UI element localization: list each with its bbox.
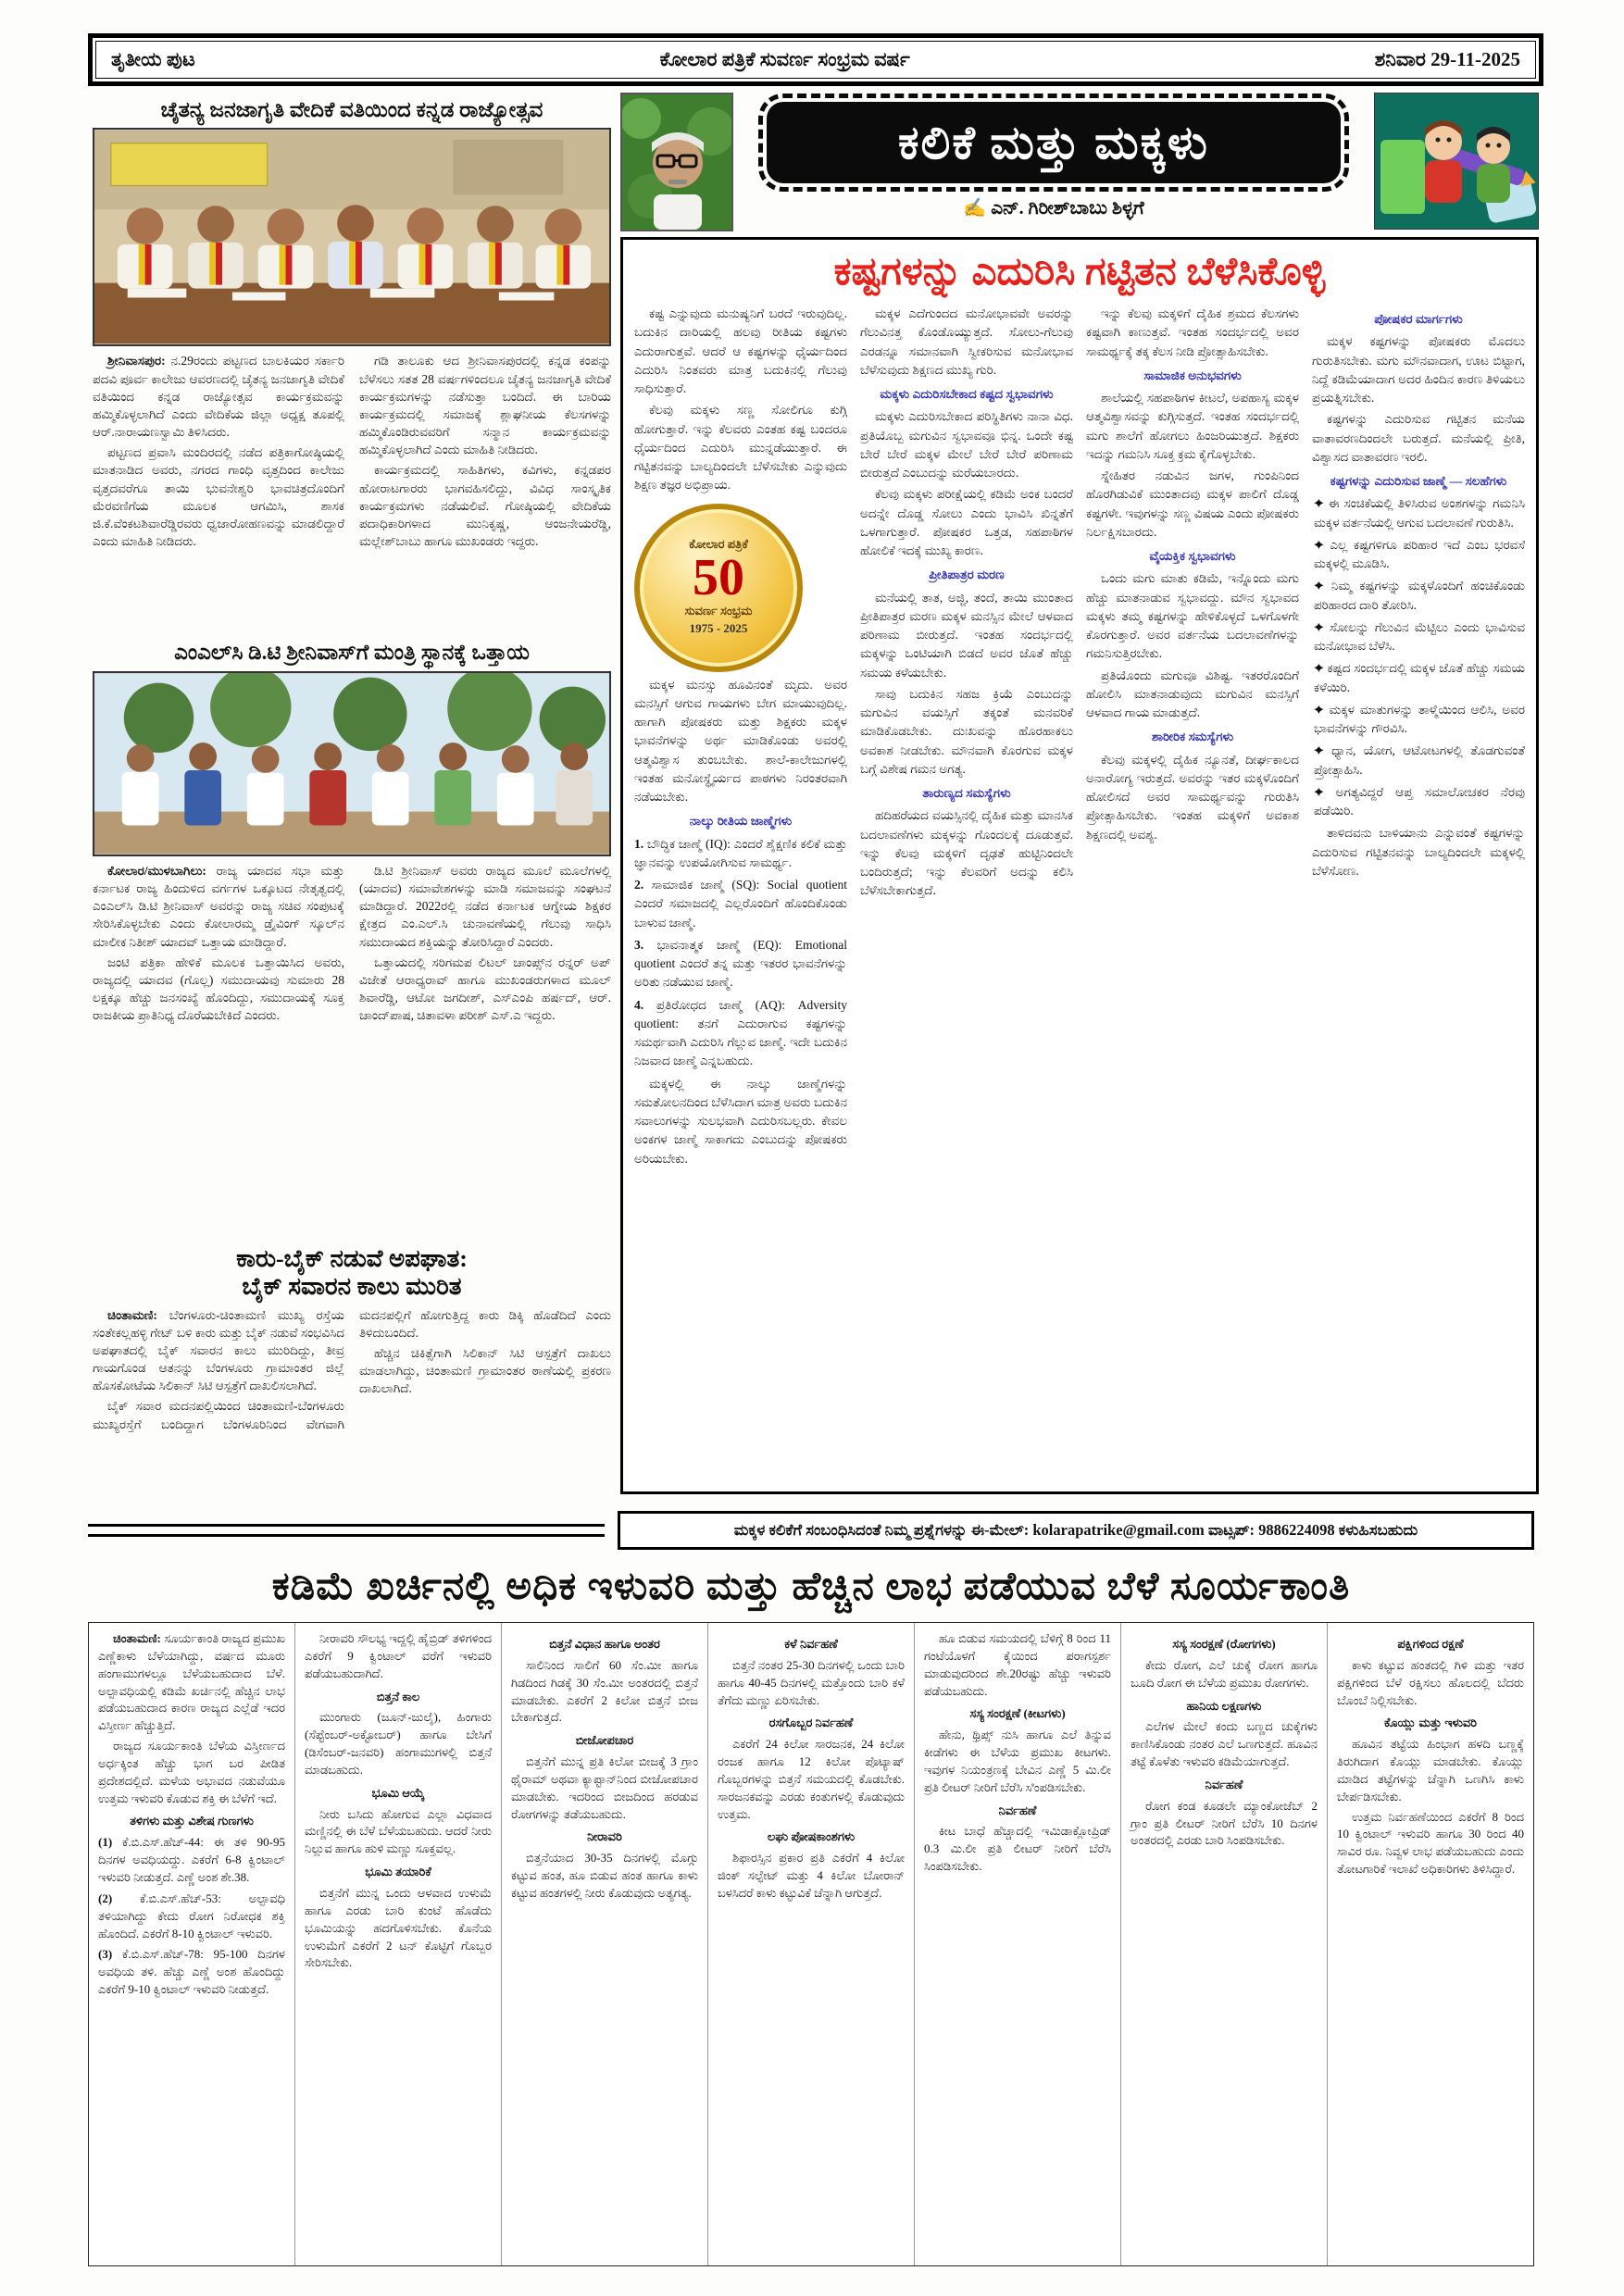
banner-column (741, 93, 1367, 230)
paragraph-lead: ಚಿಂತಾಮಣಿ: (113, 1631, 165, 1645)
article-paragraph: ಶಾಲೆಯಲ್ಲಿ ಸಹಪಾಠಿಗಳ ಕೀಟಲೆ, ಅಪಹಾಸ್ಯ ಮಕ್ಕಳ ಆತ್ಮವಿಶ್ವಾಸವನ್ನು ಕುಗ್ಗಿಸುತ್ತದೆ. ಇಂತಹ ಸಂದರ್ಭದಲ್ಲಿ ಮಗು ಶಾಲೆಗೆ ಹೋಗಲು ಹಿಂಜರಿಯುತ್ತದೆ. ಶಿಕ್ಷಕರು ಇದನ್ನು ಗಮನಿಸಿ ಸೂಕ್ತ ಕ್ರಮ ಕೈಗೊಳ್ಳಬೇಕು. (1086, 391, 1299, 461)
jubilee-mid-text: ಸುವರ್ಣ ಸಂಭ್ರಮ (684, 604, 753, 618)
sunflower-col-2 (294, 1623, 501, 2265)
paragraph-lead: (1) (98, 1835, 122, 1850)
article-paragraph: ಚಿಂತಾಮಣಿ: ಬೆಂಗಳೂರು-ಚಿಂತಾಮಣಿ ಮುಖ್ಯ ರಸ್ತೆಯ ಸಂತೇಕಲ್ಲಹಳ್ಳಿ ಗೇಟ್ ಬಳಿ ಕಾರು ಮತ್ತು ಬೈಕ್ ನಡುವೆ ಸಂಭವಿಸಿದ ಅಪಘಾತದಲ್ಲಿ ಬೈಕ್ ಸವಾರನ ಕಾಲು ಮುರಿದಿದ್ದು, ತೀವ್ರ ಗಾಯಗೊಂಡ ಆತನನ್ನು ಬೆಂಗಳೂರು ಗ್ರಾಮಾಂತರ ಜಿಲ್ಲೆ ಹೊಸಕೋಟೆಯ ಸಿಲಿಕಾನ್ ಸಿಟಿ ಆಸ್ಪತ್ರೆಗೆ ದಾಖಲಿಸಲಾಗಿದೆ. (93, 1307, 344, 1393)
author-photo (620, 93, 733, 231)
main-col-1 (634, 305, 847, 1460)
article-subheading: ಮಕ್ಕಳು ಎದುರಿಸಬೇಕಾದ ಕಷ್ಟದ ಸ್ವಭಾವಗಳು (880, 387, 1054, 402)
article-paragraph: ಹೆಚ್ಚಿನ ಚಿಕಿತ್ಸೆಗಾಗಿ ಸಿಲಿಕಾನ್ ಸಿಟಿ ಆಸ್ಪತ್ರೆಗೆ ದಾಖಲು ಮಾಡಲಾಗಿದ್ದು, ಚಿಂತಾಮಣಿ ಗ್ರಾಮಾಂತರ ಠಾಣೆಯಲ್ಲಿ ಪ್ರಕರಣ ದಾಖಲಾಗಿದೆ. (359, 1345, 611, 1396)
article-paragraph: ಮಕ್ಕಳ ಎದೆಗುಂದದ ಮನೋಭಾವವೇ ಅವರನ್ನು ಗೆಲುವಿನತ್ತ ಕೊಂಡೊಯ್ಯುತ್ತದೆ. ಸೋಲು-ಗೆಲುವು ಎರಡನ್ನೂ ಸಮಾನವಾಗಿ ಸ್ವೀಕರಿಸುವ ಮನೋಭಾವ ಬೆಳೆಸುವುದು ಶಿಕ್ಷಣದ ಮುಖ್ಯ ಗುರಿ. (860, 306, 1073, 377)
double-rule (88, 1524, 605, 1537)
rajyotsava-photo (93, 128, 611, 346)
paragraph-lead: 4. (634, 997, 656, 1012)
article-paragraph: ✦ ಈ ಸಂಚಿಕೆಯಲ್ಲಿ ತಿಳಿಸಿರುವ ಅಂಶಗಳನ್ನು ಗಮನಿಸಿ ಮಕ್ಕಳ ವರ್ತನೆಯಲ್ಲಿ ಆಗುವ ಬದಲಾವಣೆ ಗುರುತಿಸಿ. (1314, 496, 1525, 530)
article-paragraph: ಶ್ರೀನಿವಾಸಪುರ: ನ.29ರಂದು ಪಟ್ಟಣದ ಬಾಲಕಿಯರ ಸರ್ಕಾರಿ ಪದವಿ ಪೂರ್ವ ಕಾಲೇಜು ಆವರಣದಲ್ಲಿ ಚೈತನ್ಯ ಜನಜಾಗೃತಿ ವೇದಿಕೆ ವತಿಯಿಂದ ಕನ್ನಡ ರಾಜ್ಯೋತ್ಸವ ಕಾರ್ಯಕ್ರಮವನ್ನು ಹಮ್ಮಿಕೊಳ್ಳಲಾಗಿದೆ ಎಂದು ವೇದಿಕೆಯ ಜಿಲ್ಲಾ ಅಧ್ಯಕ್ಷ ತೂಪಲ್ಲಿ ಆರ್.ನಾರಾಯಣಸ್ವಾಮಿ ತಿಳಿಸಿದರು. (93, 354, 344, 440)
golden-jubilee-logo (634, 504, 803, 672)
jubilee-top-text: ಕೋಲಾರ ಪತ್ರಿಕೆ (689, 537, 748, 552)
article-subheading: ಪೋಷಕರ ಮಾರ್ಗಗಳು (1374, 312, 1463, 327)
article-paragraph: ✦ ಧ್ಯಾನ, ಯೋಗ, ಆಟೋಟಗಳಲ್ಲಿ ತೊಡಗುವಂತೆ ಪ್ರೋತ್ಸಾಹಿಸಿ. (1314, 743, 1525, 777)
sunflower-headline: ಕಡಿಮೆ ಖರ್ಚಿನಲ್ಲಿ ಅಧಿಕ ಇಳುವರಿ ಮತ್ತು ಹೆಚ್ಚಿನ ಲಾಭ ಪಡೆಯುವ ಬೆಳೆ ಸೂರ್ಯಕಾಂತಿ (271, 1566, 1351, 1608)
article-paragraph: ✦ ನಿಮ್ಮ ಕಷ್ಟಗಳನ್ನು ಮಕ್ಕಳೊಂದಿಗೆ ಹಂಚಿಕೊಂಡು ಪರಿಹಾರದ ದಾರಿ ತೋರಿಸಿ. (1314, 579, 1525, 612)
article-subheading: ಕಷ್ಟಗಳನ್ನು ಎದುರಿಸುವ ಜಾಣ್ಮೆ — ಸಲಹೆಗಳು (1330, 474, 1507, 489)
paragraph-lead: 1. (634, 836, 647, 851)
paragraph-lead: (2) (98, 1890, 140, 1905)
article-paragraph: ಕಷ್ಟ ಎನ್ನುವುದು ಮನುಷ್ಯನಿಗೆ ಬರದೆ ಇರುವುದಿಲ್ಲ. ಬದುಕಿನ ದಾರಿಯಲ್ಲಿ ಹಲವು ರೀತಿಯ ಕಷ್ಟಗಳು ಎದುರಾಗುತ್ತವೆ. ಆದರೆ ಆ ಕಷ್ಟಗಳನ್ನು ಧೈರ್ಯದಿಂದ ಎದುರಿಸಿ ನಿಂತವರು ಮಾತ್ರ ಬದುಕಿನಲ್ಲಿ ಗೆಲುವು ಸಾಧಿಸುತ್ತಾರೆ. (634, 306, 847, 396)
article-paragraph: ಉತ್ತಮ ನಿರ್ವಹಣೆಯಿಂದ ಎಕರೆಗೆ 8 ರಿಂದ 10 ಕ್ವಿಂಟಾಲ್ ಇಳುವರಿ ಹಾಗೂ 30 ರಿಂದ 40 ಸಾವಿರ ರೂ. ನಿವ್ವಳ ಲಾಭ ಪಡೆಯಬಹುದು ಎಂದು ತೋಟಗಾರಿಕೆ ಇಲಾಖೆ ಅಧಿಕಾರಿಗಳು ತಿಳಿಸಿದ್ದಾರೆ. (1337, 1809, 1524, 1877)
column-title-banner (767, 102, 1341, 183)
article-paragraph: ಕಾರ್ಯಕ್ರಮದಲ್ಲಿ ಸಾಹಿತಿಗಳು, ಕವಿಗಳು, ಕನ್ನಡಪರ ಹೋರಾಟಗಾರರು ಭಾಗವಹಿಸಲಿದ್ದು, ವಿವಿಧ ಸಾಂಸ್ಕೃತಿಕ ಕಾರ್ಯಕ್ರಮಗಳು ನಡೆಯಲಿವೆ. ಗೋಷ್ಠಿಯಲ್ಲಿ ವೇದಿಕೆಯ ಪದಾಧಿಕಾರಿಗಳಾದ ಮುನಿಕೃಷ್ಣ, ಆಂಜನೇಯರೆಡ್ಡಿ, ಮಲ್ಲೇಶ್‌ಬಾಬು ಹಾಗೂ ಮುಖಂಡರು ಇದ್ದರು. (359, 463, 611, 548)
article-subheading: ಪ್ರೀತಿಪಾತ್ರರ ಮರಣ (929, 568, 1005, 582)
article-paragraph: ಬಿತ್ತನೆ ನಂತರ 25-30 ದಿನಗಳಲ್ಲಿ ಒಂದು ಬಾರಿ ಹಾಗೂ 40-45 ದಿನಗಳಲ್ಲಿ ಮತ್ತೊಂದು ಬಾರಿ ಕಳೆ ತೆಗೆದು ಮಣ್ಣು ಏರಿಸಬೇಕು. (718, 1657, 905, 1707)
jubilee-number: 50 (693, 549, 744, 607)
article-subheading: ಸಸ್ಯ ಸಂರಕ್ಷಣೆ (ರೋಗಗಳು) (1172, 1637, 1276, 1651)
article-subheading: ಕೊಯ್ಲು ಮತ್ತು ಇಳುವರಿ (1383, 1716, 1478, 1730)
article-paragraph: ಹೇನು, ಥ್ರಿಪ್ಸ್ ನುಸಿ ಹಾಗೂ ಎಲೆ ತಿನ್ನುವ ಕೀಡೆಗಳು ಈ ಬೆಳೆಯ ಪ್ರಮುಖ ಕೀಟಗಳು. ಇವುಗಳ ನಿಯಂತ್ರಣಕ್ಕೆ ಬೇವಿನ ಎಣ್ಣೆ 5 ಮಿ.ಲೀ ಪ್ರತಿ ಲೀಟರ್ ನೀರಿಗೆ ಬೆರೆಸಿ ಸ‍ಿಂಪಡಿಸಬೇಕು. (924, 1728, 1111, 1794)
article-paragraph: ✦ ಅಗತ್ಯವಿದ್ದರೆ ಆಪ್ತ ಸಮಾಲೋಚಕರ ನೆರವು ಪಡೆಯಿರಿ. (1314, 784, 1525, 818)
article-paragraph: ✦ ಕಷ್ಟದ ಸಂದರ್ಭದಲ್ಲಿ ಮಕ್ಕಳ ಜೊತೆ ಹೆಚ್ಚು ಸಮಯ ಕಳೆಯಿರಿ. (1314, 661, 1525, 694)
page-number-label: ತೃತೀಯ ಪುಟ (111, 48, 195, 70)
article-paragraph: ಬೈಕ್ ಸವಾರ ಮದನಪಲ್ಲಿಯಿಂದ ಚಿಂತಾಮಣಿ-ಬೆಂಗಳೂರು ಮುಖ್ಯರಸ್ತೆಗೆ ಬಂದಿದ್ದಾಗ ಬೆಂಗಳೂರಿನಿಂದ ವೇಗವಾಗಿ ಮದನಪಲ್ಲಿಗೆ ಹೋಗುತ್ತಿದ್ದ ಕಾರು ಡಿಕ್ಕಿ ಹೊಡೆದಿದೆ ಎಂದು ತಿಳಿದುಬಂದಿದೆ. (93, 1307, 611, 1431)
article-subheading: ನಿರ್ವಹಣೆ (1205, 1777, 1243, 1791)
rajyotsava-headline: ಚೈತನ್ಯ ಜನಜಾಗೃತಿ ವೇದಿಕೆ ವತಿಯಿಂದ ಕನ್ನಡ ರಾಜ್ಯೋತ್ಸವ (160, 98, 543, 121)
article-rajyotsava (93, 98, 611, 630)
article-paragraph: ಸ್ನೇಹಿತರ ನಡುವಿನ ಜಗಳ, ಗುಂಪಿನಿಂದ ಹೊರಗಿಡುವಿಕೆ ಮುಂತಾದವು ಮಕ್ಕಳ ಪಾಲಿಗೆ ದೊಡ್ಡ ಕಷ್ಟಗಳೇ. ಇವುಗಳನ್ನು ಸಣ್ಣ ವಿಷಯ ಎಂದು ಪೋಷಕರು ನಿರ್ಲಕ್ಷಿಸಬಾರದು. (1086, 468, 1299, 539)
article-subheading: ಬೀಜೋಪಚಾರ (575, 1733, 634, 1748)
article-paragraph: 1. ಬೌದ್ಧಿಕ ಜಾಣ್ಮೆ (IQ): ಎಂದರೆ ಶೈಕ್ಷಣಿಕ ಕಲಿಕೆ ಮತ್ತು ಜ್ಞಾನವನ್ನು ಉಪಯೋಗಿಸುವ ಸಾಮರ್ಥ್ಯ. (634, 836, 847, 869)
sunflower-col-4 (707, 1623, 914, 2265)
sunflower-col-6 (1120, 1623, 1327, 2265)
accident-body (93, 1306, 611, 1501)
sunflower-col-1 (89, 1623, 294, 2265)
main-headline: ಕಷ್ಟಗಳನ್ನು ಎದುರಿಸಿ ಗಟ್ಟಿತನ ಬೆಳೆಸಿಕೊಳ್ಳಿ (833, 251, 1326, 293)
article-subheading: ಹಾನಿಯ ಲಕ್ಷಣಗಳು (1186, 1698, 1262, 1713)
column-title: ಕಲಿಕೆ ಮತ್ತು ಮಕ್ಕಳು (898, 116, 1209, 168)
sunflower-columns (88, 1622, 1534, 2266)
group-photo-illustration (94, 673, 609, 855)
author-portrait-illustration (622, 94, 731, 230)
kids-illustration (1374, 93, 1539, 230)
article-paragraph: ಗಡಿ ತಾಲೂಕು ಆದ ಶ್ರೀನಿವಾಸಪುರದಲ್ಲಿ ಕನ್ನಡ ಕಂಪನ್ನು ಬೆಳೆಸಲು ಸತತ 28 ವರ್ಷಗಳಿಂದಲೂ ಚೈತನ್ಯ ಜನಜಾಗೃತಿ ವೇದಿಕೆ ಕಾರ್ಯಕ್ರಮಗಳನ್ನು ನಡೆಸುತ್ತಾ ಬಂದಿದೆ. ಈ ಬಾರಿಯ ಕಾರ್ಯಕ್ರಮದಲ್ಲಿ ಸಮಾಜಕ್ಕೆ ಶ್ಲಾಘನೀಯ ಕೆಲಸಗಳನ್ನು ಹಮ್ಮಿಕೊಂಡಿರುವವರಿಗೆ ಸನ್ಮಾನ ಕಾರ್ಯಕ್ರಮವನ್ನು ಹಮ್ಮಿಕೊಳ್ಳಲಾಗಿದೆ ಎಂದು ಮಾಹಿತಿ ನೀಡಿದರು. (359, 354, 611, 457)
edition-label: ಕೋಲಾರ ಪತ್ರಿಕೆ ಸುವರ್ಣ ಸಂಭ್ರಮ ವರ್ಷ (659, 48, 910, 70)
article-paragraph: ✦ ಮಕ್ಕಳ ಮಾತುಗಳನ್ನು ತಾಳ್ಮೆಯಿಂದ ಆಲಿಸಿ, ಅವರ ಭಾವನೆಗಳನ್ನು ಗೌರವಿಸಿ. (1314, 702, 1525, 736)
main-article-columns (634, 305, 1525, 1460)
article-subheading: ವೈಯಕ್ತಿಕ ಸ್ವಭಾವಗಳು (1149, 549, 1236, 564)
article-paragraph: ಕೇದು ರೋಗ, ಎಲೆ ಚುಕ್ಕೆ ರೋಗ ಹಾಗೂ ಬೂದಿ ರೋಗ ಈ ಬೆಳೆಯ ಪ್ರಮುಖ ರೋಗಗಳು. (1131, 1657, 1318, 1690)
article-subheading: ಬಿತ್ತನೆ ವಿಧಾನ ಹಾಗೂ ಅಂತರ (549, 1637, 660, 1651)
main-col-2 (860, 305, 1073, 1460)
article-paragraph: ಮಕ್ಕಳ ಕಷ್ಟಗಳನ್ನು ಪೋಷಕರು ಮೊದಲು ಗುರುತಿಸಬೇಕು. ಮಗು ಮೌನವಾದಾಗ, ಊಟ ಬಿಟ್ಟಾಗ, ನಿದ್ದೆ ಕಡಿಮೆಯಾದಾಗ ಅದರ ಹಿಂದಿನ ಕಾರಣ ತಿಳಿಯಲು ಪ್ರಯತ್ನಿಸಬೇಕು. (1312, 334, 1525, 406)
article-subheading: ಕಳೆ ನಿರ್ವಹಣೆ (784, 1637, 838, 1651)
sunflower-col-7 (1327, 1623, 1533, 2265)
main-col-4 (1312, 305, 1525, 1460)
article-paragraph: (1) ಕೆ.ಬಿ.ಎಸ್.ಹೆಚ್-44: ಈ ತಳಿ 90-95 ದಿನಗಳ ಅವಧಿಯದ್ದು. ಎಕರೆಗೆ 6-8 ಕ್ವಿಂಟಾಲ್ ಇಳುವರಿ ನೀಡುತ್ತದೆ. ಎಣ್ಣೆ ಅಂಶ ಶೇ.38. (98, 1835, 285, 1884)
article-paragraph: ಹದಿಹರೆಯದ ವಯಸ್ಸಿನಲ್ಲಿ ದೈಹಿಕ ಮತ್ತು ಮಾನಸಿಕ ಬದಲಾವಣೆಗಳು ಮಕ್ಕಳನ್ನು ಗೊಂದಲಕ್ಕೆ ದೂಡುತ್ತವೆ. ಇನ್ನು ಕೆಲವು ಮಕ್ಕಳಿಗೆ ದೃಢತೆ ಹುಟ್ಟಿನಿಂದಲೇ ಬಂದಿರುತ್ತದೆ; ಇನ್ನು ಕೆಲವರಿಗೆ ಅದನ್ನು ಕಲಿಸಿ ಬೆಳೆಸಬೇಕಾಗುತ್ತದೆ. (860, 808, 1073, 898)
mlc-headline: ಎಂಎಲ್‌ಸಿ ಡಿ.ಟಿ ಶ್ರೀನಿವಾಸ್‌ಗೆ ಮಂತ್ರಿ ಸ್ಥಾನಕ್ಕೆ ಒತ್ತಾಯ (174, 641, 530, 665)
article-subheading: ತಳಿಗಳು ಮತ್ತು ವಿಶೇಷ ಗುಣಗಳು (130, 1814, 254, 1828)
article-subheading: ಲಘು ಪೋಷಕಾಂಶಗಳು (767, 1829, 856, 1844)
article-paragraph: ಬಿತ್ತನೆಯಾದ 30-35 ದಿನಗಳಲ್ಲಿ ಮೊಗ್ಗು ಕಟ್ಟುವ ಹಂತ, ಹೂ ಬಿಡುವ ಹಂತ ಹಾಗೂ ಕಾಳು ಕಟ್ಟುವ ಹಂತಗಳಲ್ಲಿ ನೀರು ಕೊಡುವುದು ಅತ್ಯಗತ್ಯ. (511, 1851, 698, 1900)
article-paragraph: (2) ಕೆ.ಬಿ.ಎಸ್.ಹೆಚ್-53: ಅಲ್ಪಾವಧಿ ತಳಿಯಾಗಿದ್ದು ಕೇದು ರೋಗ ನಿರೋಧಕ ಶಕ್ತಿ ಹೊಂದಿದೆ. ಎಕರೆಗೆ 8-10 ಕ್ವಿಂಟಾಲ್ ಇಳುವರಿ. (98, 1890, 285, 1940)
article-subheading: ಪಕ್ಷಿಗಳಿಂದ ರಕ್ಷಣೆ (1397, 1637, 1464, 1651)
column-masthead (620, 93, 1539, 230)
article-paragraph: ನೀರು ಬಸಿದು ಹೋಗುವ ಎಲ್ಲಾ ವಿಧವಾದ ಮಣ್ಣಿನಲ್ಲಿ ಈ ಬೆಳೆ ಬೆಳೆಯಬಹುದು. ಆದರೆ ನೀರು ನಿಲ್ಲುವ ಹಾಗೂ ಹುಳಿ ಮಣ್ಣು ಸೂಕ್ತವಲ್ಲ. (305, 1806, 492, 1856)
article-paragraph: ಒಂದು ಮಗು ಮಾತು ಕಡಿಮೆ, ಇನ್ನೊಂದು ಮಗು ಹೆಚ್ಚು ಮಾತನಾಡುವ ಸ್ವಭಾವದ್ದು. ಮೌನ ಸ್ವಭಾವದ ಮಕ್ಕಳು ತಮ್ಮ ಕಷ್ಟಗಳನ್ನು ಹೇಳಿಕೊಳ್ಳದೆ ಒಳಗೊಳಗೇ ಕೊರಗುತ್ತಾರೆ. ಅವರ ವರ್ತನೆಯ ಬದಲಾವಣೆಗಳನ್ನು ಗಮನಿಸುತ್ತಿರಬೇಕು. (1086, 571, 1299, 661)
article-paragraph: ಮಕ್ಕಳಲ್ಲಿ ಈ ನಾಲ್ಕು ಜಾಣ್ಮೆಗಳನ್ನು ಸಮತೋಲನದಿಂದ ಬೆಳೆಸಿದಾಗ ಮಾತ್ರ ಅವರು ಬದುಕಿನ ಸವಾಲುಗಳನ್ನು ಸುಲಭವಾಗಿ ಎದುರಿಸಬಲ್ಲರು. ಕೇವಲ ಅಂಕಗಳ ಜಾಣ್ಮೆ ಸಾಕಾಗದು ಎಂಬುದನ್ನು ಪೋಷಕರು ಅರಿಯಬೇಕು. (634, 1076, 847, 1166)
article-paragraph: ಮಕ್ಕಳ ಮನಸ್ಸು ಹೂವಿನಂತೆ ಮೃದು. ಅವರ ಮನಸ್ಸಿಗೆ ಆಗುವ ಗಾಯಗಳು ಬೇಗ ಮಾಯುವುದಿಲ್ಲ. ಹಾಗಾಗಿ ಪೋಷಕರು ಮತ್ತು ಶಿಕ್ಷಕರು ಮಕ್ಕಳ ಭಾವನೆಗಳನ್ನು ಅರ್ಥ ಮಾಡಿಕೊಂಡು ಅವರಲ್ಲಿ ಆತ್ಮವಿಶ್ವಾಸ ತುಂಬಬೇಕು. ಶಾಲೆ-ಕಾಲೇಜುಗಳಲ್ಲಿ ಇಂತಹ ಮನೋಸ್ಥೈರ್ಯದ ಪಾಠಗಳು ನಿರಂತರವಾಗಿ ನಡೆಯಬೇಕು. (634, 677, 847, 805)
article-paragraph: ಮನೆಯಲ್ಲಿ ತಾತ, ಅಜ್ಜಿ, ತಂದೆ, ತಾಯಿ ಮುಂತಾದ ಪ್ರೀತಿಪಾತ್ರರ ಮರಣ ಮಕ್ಕಳ ಮನಸ್ಸಿನ ಮೇಲೆ ಆಳವಾದ ಪರಿಣಾಮ ಬೀರುತ್ತದೆ. ಇಂತಹ ಸಂದರ್ಭದಲ್ಲಿ ಮಕ್ಕಳನ್ನು ಒಂಟಿಯಾಗಿ ಬಿಡದೆ ಅವರ ಜೊತೆ ಹೆಚ್ಚು ಸಮಯ ಕಳೆಯಬೇಕು. (860, 590, 1073, 680)
article-subheading: ನಿರ್ವಹಣೆ (998, 1803, 1037, 1817)
accident-headline-line1: ಕಾರು-ಬೈಕ್ ನಡುವೆ ಅಪಘಾತ: (236, 1244, 468, 1272)
article-subheading: ಸಸ್ಯ ಸಂರಕ್ಷಣೆ (ಕೀಟಗಳು) (969, 1706, 1066, 1721)
article-paragraph: (3) ಕೆ.ಬಿ.ಎಸ್.ಹೆಚ್-78: 95-100 ದಿನಗಳ ಅವಧಿಯ ತಳಿ. ಹೆಚ್ಚು ಎಣ್ಣೆ ಅಂಶ ಹೊಂದಿದ್ದು ಎಕರೆಗೆ 9-10 ಕ್ವಿಂಟಾಲ್ ಇಳುವರಿ ನೀಡುತ್ತದೆ. (98, 1947, 285, 1997)
sunflower-col-5 (914, 1623, 1120, 2265)
contact-note: ಮಕ್ಕಳ ಕಲಿಕೆಗೆ ಸಂಬಂಧಿಸಿದಂತೆ ನಿಮ್ಮ ಪ್ರಶ್ನೆಗಳನ್ನು ಈ-ಮೇಲ್: kolarapatrike@gmail.com ವಾಟ್ಸಪ್: 9886224098 ಕಳುಹಿಸಬಹುದು (618, 1511, 1534, 1550)
main-article-box (620, 237, 1539, 1494)
article-paragraph: ತಾಳಿದವನು ಬಾಳಿಯಾನು ಎನ್ನುವಂತೆ ಕಷ್ಟಗಳನ್ನು ಎದುರಿಸುವ ಗಟ್ಟಿತನವನ್ನು ಬಾಲ್ಯದಿಂದಲೇ ಮಕ್ಕಳಲ್ಲಿ ಬೆಳೆಸೋಣ. (1312, 826, 1525, 878)
article-paragraph: ಇನ್ನು ಕೆಲವು ಮಕ್ಕಳಿಗೆ ದೈಹಿಕ ಶ್ರಮದ ಕೆಲಸಗಳು ಕಷ್ಟವಾಗಿ ಕಾಣುತ್ತವೆ. ಇಂತಹ ಸಂದರ್ಭದಲ್ಲಿ ಅವರ ಸಾಮರ್ಥ್ಯಕ್ಕೆ ತಕ್ಕ ಕೆಲಸ ನೀಡಿ ಪ್ರೋತ್ಸಾಹಿಸಬೇಕು. (1086, 306, 1299, 358)
article-paragraph: ರೋಗ ಕಂಡ ಕೂಡಲೇ ಮ್ಯಾಂಕೋಜೆಬ್ 2 ಗ್ರಾಂ ಪ್ರತಿ ಲೀಟರ್ ನೀರಿಗೆ ಬೆರೆಸಿ 10 ದಿನಗಳ ಅಂತರದಲ್ಲಿ ಎರಡು ಬಾರಿ ಸಿಂಪಡಿಸಬೇಕು. (1131, 1798, 1318, 1848)
article-paragraph: ಸಾವು ಬದುಕಿನ ಸಹಜ ಕ್ರಿಯೆ ಎಂಬುದನ್ನು ಮಗುವಿನ ವಯಸ್ಸಿಗೆ ತಕ್ಕಂತೆ ಮನವರಿಕೆ ಮಾಡಿಕೊಡಬೇಕು. ದುಃಖವನ್ನು ಹೊರಹಾಕಲು ಅವಕಾಶ ನೀಡಬೇಕು. ಮೌನವಾಗಿ ಕೊರಗುವ ಮಕ್ಕಳ ಬಗ್ಗೆ ವಿಶೇಷ ಗಮನ ಅಗತ್ಯ. (860, 686, 1073, 776)
article-subheading: ನೀರಾವರಿ (587, 1829, 622, 1844)
main-article-region (620, 93, 1539, 1505)
article-subheading: ನಾಲ್ಕು ರೀತಿಯ ಜಾಣ್ಮೆಗಳು (689, 814, 793, 829)
article-paragraph: ಕೀಟ ಬಾಧೆ ಹೆಚ್ಚಾದಲ್ಲಿ ಇಮಿಡಾಕ್ಲೋಪ್ರಿಡ್ 0.3 ಮಿ.ಲೀ ಪ್ರತಿ ಲೀಟರ್ ನೀರಿಗೆ ಬೆರೆಸಿ ಸಿಂಪಡಿಸಬೇಕು. (924, 1824, 1111, 1874)
article-subheading: ರಸಗೊಬ್ಬರ ನಿರ್ವಹಣೆ (768, 1716, 854, 1730)
main-col-3 (1086, 305, 1299, 1460)
jubilee-years: 1975 - 2025 (689, 620, 748, 635)
article-subheading: ಭೂಮಿ ತಯಾರಿಕೆ (365, 1865, 431, 1879)
mlc-body (93, 862, 611, 1232)
author-byline (757, 196, 1350, 219)
article-subheading: ಬಿತ್ತನೆ ಕಾಲ (376, 1689, 420, 1703)
article-paragraph: ಚಿಂತಾಮಣಿ: ಸೂರ್ಯಕಾಂತಿ ರಾಜ್ಯದ ಪ್ರಮುಖ ಎಣ್ಣೆಕಾಳು ಬೆಳೆಯಾಗಿದ್ದು, ವರ್ಷದ ಮೂರು ಹಂಗಾಮುಗಳಲ್ಲೂ ಬೆಳೆಯಬಹುದಾದ ಬೆಳೆ. ಅಲ್ಪಾವಧಿಯಲ್ಲಿ ಕಡಿಮೆ ಖರ್ಚಿನಲ್ಲಿ ಹೆಚ್ಚಿನ ಲಾಭ ಪಡೆಯಬಹುದಾದ ಕಾರಣ ರಾಜ್ಯದ ಎಲ್ಲೆಡೆ ಇದರ ವಿಸ್ತೀರ್ಣ ಹೆಚ್ಚುತ್ತಿದೆ. (98, 1631, 286, 1733)
article-subheading: ಶಾರೀರಿಕ ಸಮಸ್ಯೆಗಳು (1151, 730, 1234, 744)
separator-row (88, 1511, 1534, 1550)
article-paragraph: ಕೆಲವು ಮಕ್ಕಳು ಪರೀಕ್ಷೆಯಲ್ಲಿ ಕಡಿಮೆ ಅಂಕ ಬಂದರೆ ಅದನ್ನೇ ದೊಡ್ಡ ಸೋಲು ಎಂದು ಭಾವಿಸಿ ಖಿನ್ನತೆಗೆ ಒಳಗಾಗುತ್ತಾರೆ. ಪೋಷಕರ ಒತ್ತಡ, ಸಹಪಾಠಿಗಳ ಹೋಲಿಕೆ ಇದಕ್ಕೆ ಮುಖ್ಯ ಕಾರಣ. (860, 487, 1073, 558)
article-mlc (93, 641, 611, 1231)
article-subheading: ತಾರುಣ್ಯದ ಸಮಸ್ಯೆಗಳು (922, 786, 1011, 801)
sunflower-article (88, 1563, 1534, 2279)
article-subheading: ಸಾಮಾಜಿಕ ಅನುಭವಗಳು (1143, 368, 1242, 382)
article-paragraph: ಜಂಟಿ ಪತ್ರಿಕಾ ಹೇಳಿಕೆ ಮೂಲಕ ಒತ್ತಾಯಿಸಿದ ಅವರು, ರಾಜ್ಯದಲ್ಲಿ ಯಾದವ (ಗೊಲ್ಲ) ಸಮುದಾಯವು ಸುಮಾರು 28 ಲಕ್ಷಕ್ಕೂ ಹೆಚ್ಚು ಜನಸಂಖ್ಯೆ ಹೊಂದಿದ್ದು, ಸಮುದಾಯಕ್ಕೆ ಸೂಕ್ತ ರಾಜಕೀಯ ಪ್ರಾತಿನಿಧ್ಯ ದೊರೆಯಬೇಕಿದೆ ಎಂದರು. (93, 955, 344, 1023)
article-paragraph: ಡಿ.ಟಿ ಶ್ರೀನಿವಾಸ್ ಅವರು ರಾಜ್ಯದ ಮೂಲೆ ಮೂಲೆಗಳಲ್ಲಿ (ಯಾದವ) ಸಮಾವೇಶಗಳನ್ನು ಮಾಡಿ ಸಮಾಜವನ್ನು ಸಂಘಟನೆ ಮಾಡಿದ್ದಾರೆ. 2022ರಲ್ಲಿ ನಡೆದ ಕರ್ನಾಟಕ ಆಗ್ನೇಯ ಶಿಕ್ಷಕರ ಕ್ಷೇತ್ರದ ಎಂ.ಎಲ್.ಸಿ ಚುನಾವಣೆಯಲ್ಲಿ ಗೆಲುವು ಸಾಧಿಸಿ ಸಮುದಾಯದ ಶಕ್ತಿಯನ್ನು ತೋರಿಸಿದ್ದಾರೆ ಎಂದರು. (359, 863, 611, 949)
date-label: ಶನಿವಾರ 29-11-2025 (1374, 48, 1520, 70)
article-paragraph: ಕೆಲವು ಮಕ್ಕಳಲ್ಲಿ ದೈಹಿಕ ನ್ಯೂನತೆ, ದೀರ್ಘಕಾಲದ ಅನಾರೋಗ್ಯ ಇರುತ್ತದೆ. ಅವರನ್ನು ಇತರ ಮಕ್ಕಳೊಂದಿಗೆ ಹೋಲಿಸದೆ ಅವರ ಸಾಮರ್ಥ್ಯವನ್ನು ಗುರುತಿಸಿ ಪ್ರೋತ್ಸಾಹಿಸಬೇಕು. ಇಂತಹ ಮಕ್ಕಳಿಗೆ ಅವಕಾಶ ಶಿಕ್ಷಣದಲ್ಲಿ ಅವಶ್ಯ. (1086, 752, 1299, 842)
mlc-photo (93, 671, 611, 856)
article-paragraph: 4. ಪ್ರತಿರೋಧದ ಜಾಣ್ಮೆ (AQ): Adversity quotient: ತನಗೆ ಎದುರಾಗುವ ಕಷ್ಟಗಳನ್ನು ಸಮರ್ಥವಾಗಿ ಎದುರಿಸಿ ಗೆಲ್ಲುವ ಜಾಣ್ಮೆ. ಇದೇ ಬದುಕಿನ ನಿಜವಾದ ಜಾಣ್ಮೆ ಎನ್ನಬಹುದು. (634, 997, 847, 1068)
meeting-photo-illustration (94, 130, 609, 344)
author-name: ಎನ್. ಗಿರೀಶ್‌ಬಾಬು ಶಿಳ್ಳಗೆ (991, 198, 1144, 218)
article-paragraph: ಬಿತ್ತನೆಗೆ ಮುನ್ನ ಪ್ರತಿ ಕಿಲೋ ಬೀಜಕ್ಕೆ 3 ಗ್ರಾಂ ಥೈರಾಮ್ ಅಥವಾ ಕ್ಯಾಪ್ಟಾನ್‌ನಿಂದ ಬೀಜೋಪಚಾರ ಮಾಡಬೇಕು. ಇದರಿಂದ ಬೀಜದಿಂದ ಹರಡುವ ರೋಗಗಳನ್ನು ತಡೆಯಬಹುದು. (511, 1754, 698, 1821)
article-paragraph: ಮಕ್ಕಳು ಎದುರಿಸಬೇಕಾದ ಪರಿಸ್ಥಿತಿಗಳು ನಾನಾ ವಿಧ. ಪ್ರತಿಯೊಬ್ಬ ಮಗುವಿನ ಸ್ವಭಾವವೂ ಭಿನ್ನ. ಒಂದೇ ಕಷ್ಟ ಬೇರೆ ಬೇರೆ ಮಕ್ಕಳ ಮೇಲೆ ಬೇರೆ ಬೇರೆ ಪರಿಣಾಮ ಬೀರುತ್ತದೆ ಎಂಬುದನ್ನು ಮರೆಯಬಾರದು. (860, 409, 1073, 480)
article-paragraph: ಎಕರೆಗೆ 24 ಕಿಲೋ ಸಾರಜನಕ, 24 ಕಿಲೋ ರಂಜಕ ಹಾಗೂ 12 ಕಿಲೋ ಪೊಟ್ಯಾಷ್ ಗೊಬ್ಬರಗಳನ್ನು ಬಿತ್ತನೆ ಸಮಯದಲ್ಲಿ ಕೊಡಬೇಕು. ಸಾರಜನಕವನ್ನು ಎರಡು ಕಂತುಗಳಲ್ಲಿ ಕೊಡುವುದು ಉತ್ತಮ. (718, 1737, 905, 1821)
article-paragraph: ಕೆಲವು ಮಕ್ಕಳು ಸಣ್ಣ ಸೋಲಿಗೂ ಕುಗ್ಗಿ ಹೋಗುತ್ತಾರೆ. ಇನ್ನು ಕೆಲವರು ಎಂತಹ ಕಷ್ಟ ಬಂದರೂ ಧೈರ್ಯದಿಂದ ಎದುರಿಸಿ ಮುನ್ನಡೆಯುತ್ತಾರೆ. ಈ ಗಟ್ಟಿತನವನ್ನು ಬಾಲ್ಯದಿಂದಲೇ ಬೆಳೆಸಬೇಕು ಎನ್ನುವುದು ಶಿಕ್ಷಣ ತಜ್ಞರ ಅಭಿಪ್ರಾಯ. (634, 403, 847, 493)
article-paragraph: 2. ಸಾಮಾಜಿಕ ಜಾಣ್ಮೆ (SQ): Social quotient ಎಂದರೆ ಸಮಾಜದಲ್ಲಿ ಎಲ್ಲರೊಂದಿಗೆ ಹೊಂದಿಕೊಂಡು ಬಾಳುವ ಜಾಣ್ಮೆ. (634, 878, 847, 930)
sunflower-col-3 (501, 1623, 707, 2265)
page-header (88, 33, 1543, 86)
accident-headline (93, 1245, 611, 1301)
rajyotsava-body (93, 352, 611, 630)
article-paragraph: ಹೂವಿನ ತಟ್ಟೆಯ ಹಿಂಭಾಗ ಹಳದಿ ಬಣ್ಣಕ್ಕೆ ತಿರುಗಿದಾಗ ಕೊಯ್ಲು ಮಾಡಬೇಕು. ಕೊಯ್ಲು ಮಾಡಿದ ತಟ್ಟೆಗಳನ್ನು ಚೆನ್ನಾಗಿ ಒಣಗಿಸಿ ಕಾಳು ಬೇರ್ಪಡಿಸಬೇಕು. (1337, 1737, 1524, 1803)
left-column (93, 96, 611, 1504)
article-paragraph: 3. ಭಾವನಾತ್ಮಕ ಜಾಣ್ಮೆ (EQ): Emotional quotient ಎಂದರೆ ತನ್ನ ಮತ್ತು ಇತರರ ಭಾವನೆಗಳನ್ನು ಅರಿತು ನಡೆಯುವ ಜಾಣ್ಮೆ. (634, 937, 847, 990)
article-paragraph: ನೀರಾವರಿ ಸೌಲಭ್ಯ ಇದ್ದಲ್ಲಿ ಹೈಬ್ರಿಡ್ ತಳಿಗಳಿಂದ ಎಕರೆಗೆ 9 ಕ್ವಿಂಟಾಲ್ ವರೆಗೆ ಇಳುವರಿ ಪಡೆಯಬಹುದಾಗಿದೆ. (305, 1631, 492, 1680)
article-paragraph: ಹೂ ಬಿಡುವ ಸಮಯದಲ್ಲಿ ಬೆಳಿಗ್ಗೆ 8 ರಿಂದ 11 ಗಂಟೆಯೊಳಗೆ ಕೈಯಿಂದ ಪರಾಗಸ್ಪರ್ಶ ಮಾಡುವುದರಿಂದ ಶೇ.20ರಷ್ಟು ಹೆಚ್ಚು ಇಳುವರಿ ಪಡೆಯಬಹುದು. (924, 1631, 1111, 1698)
article-paragraph: ರಾಜ್ಯದ ಸೂರ್ಯಕಾಂತಿ ಬೆಳೆಯ ವಿಸ್ತೀರ್ಣದ ಅರ್ಧಕ್ಕಿಂತ ಹೆಚ್ಚು ಭಾಗ ಬರ ಪೀಡಿತ ಪ್ರದೇಶದಲ್ಲಿದೆ. ಮಳೆಯ ಅಭಾವದ ನಡುವೆಯೂ ಉತ್ತಮ ಇಳುವರಿ ಕೊಡುವ ಶಕ್ತಿ ಈ ಬೆಳೆಗೆ ಇದೆ. (98, 1739, 285, 1805)
article-paragraph: ✦ ಎಲ್ಲ ಕಷ್ಟಗಳಿಗೂ ಪರಿಹಾರ ಇದೆ ಎಂಬ ಭರವಸೆ ಮಕ್ಕಳಲ್ಲಿ ಮೂಡಿಸಿ. (1314, 537, 1525, 571)
article-subheading: ಭೂಮಿ ಆಯ್ಕೆ (371, 1785, 425, 1800)
article-paragraph: ✦ ಸೋಲನ್ನು ಗೆಲುವಿನ ಮೆಟ್ಟಿಲು ಎಂದು ಭಾವಿಸುವ ಮನೋಭಾವ ಬೆಳೆಸಿ. (1314, 619, 1525, 654)
accident-headline-line2: ಬೈಕ್ ಸವಾರನ ಕಾಲು ಮುರಿತ (242, 1272, 462, 1300)
pen-icon: ✍ (963, 198, 987, 218)
article-paragraph: ಕಷ್ಟಗಳನ್ನು ಎದುರಿಸುವ ಗಟ್ಟಿತನ ಮನೆಯ ವಾತಾವರಣದಿಂದಲೇ ಬರುತ್ತದೆ. ಮನೆಯಲ್ಲಿ ಪ್ರೀತಿ, ವಿಶ್ವಾಸದ ವಾತಾವರಣ ಇರಲಿ. (1312, 412, 1525, 464)
children-cartoon (1375, 94, 1538, 229)
article-paragraph: ಶಿಫಾರಸ್ಸಿನ ಪ್ರಕಾರ ಪ್ರತಿ ಎಕರೆಗೆ 4 ಕಿಲೋ ಜಿಂಕ್ ಸಲ್ಫೇಟ್ ಮತ್ತು 4 ಕಿಲೋ ಬೋರಾನ್ ಬಳಸಿದರೆ ಕಾಳು ಕಟ್ಟುವಿಕೆ ಚೆನ್ನಾಗಿ ಆಗುತ್ತದೆ. (718, 1851, 905, 1900)
article-accident (93, 1245, 611, 1501)
article-paragraph: ಒತ್ತಾಯದಲ್ಲಿ ಸರಿಗಮಪ ಲಿಟಲ್ ಚಾಂಪ್ಸ್‌ನ ರನ್ನರ್ ಅಪ್ ವಿಜೇತೆ ಆರಾಧ್ಯರಾವ್ ಹಾಗೂ ಮುಖಂಡರುಗಳಾದ ಮೂಲ್ ಶಿವಾರೆಡ್ಡಿ, ಆಟೋ ಜಗದೀಶ್, ಎಸ್‌ಎಂಪಿ ಹರ್ಷದ್, ಆರ್. ಚಾಂದ್‌ಪಾಷ, ಚಿತಾವಳಾ ಪರೀಶ್ ಎಸ್.ಎ ಇದ್ದರು. (359, 955, 611, 1023)
paragraph-lead: ಚಿಂತಾಮಣಿ: (107, 1307, 169, 1322)
paragraph-lead: 2. (634, 878, 652, 892)
article-paragraph: ಕೋಲಾರ/ಮುಳಬಾಗಿಲು: ರಾಜ್ಯ ಯಾದವ ಸಭಾ ಮತ್ತು ಕರ್ನಾಟಕ ರಾಜ್ಯ ಹಿಂದುಳಿದ ವರ್ಗಗಳ ಒಕ್ಕೂಟದ ನೇತೃತ್ವದಲ್ಲಿ ಎಂಎಲ್‌ಸಿ ಡಿ.ಟಿ ಶ್ರೀನಿವಾಸ್ ಅವರನ್ನು ರಾಜ್ಯ ಸಚಿವ ಸಂಪುಟಕ್ಕೆ ಸೇರಿಸಿಕೊಳ್ಳಬೇಕು ಎಂದು ಕೋಲಾರಮ್ಮ ಡ್ರೈವಿಂಗ್ ಸ್ಕೂಲ್‌ನ ಮಾಲೀಕ ನಿತೀಶ್ ಯಾದವ್ ಒತ್ತಾಯ ಮಾಡಿದ್ದಾರೆ. (93, 863, 344, 949)
paragraph-lead: ಕೋಲಾರ/ಮುಳಬಾಗಿಲು: (107, 863, 217, 878)
article-paragraph: ಕಾಳು ಕಟ್ಟುವ ಹಂತದಲ್ಲಿ ಗಿಳಿ ಮತ್ತು ಇತರ ಪಕ್ಷಿಗಳಿಂದ ಬೆಳೆ ರಕ್ಷಿಸಲು ಹೊಲದಲ್ಲಿ ಬೆದರು ಬೊಂಬೆ ನಿಲ್ಲಿಸಬೇಕು. (1337, 1657, 1524, 1707)
paragraph-lead: ಶ್ರೀನಿವಾಸಪುರ: (107, 354, 171, 368)
article-paragraph: ಸಾಲಿನಿಂದ ಸಾಲಿಗೆ 60 ಸೆಂ.ಮೀ ಹಾಗೂ ಗಿಡದಿಂದ ಗಿಡಕ್ಕೆ 30 ಸೆಂ.ಮೀ ಅಂತರದಲ್ಲಿ ಬಿತ್ತನೆ ಮಾಡಬೇಕು. ಎಕರೆಗೆ 2 ಕಿಲೋ ಬಿತ್ತನೆ ಬೀಜ ಬೇಕಾಗುತ್ತದೆ. (511, 1657, 698, 1725)
article-paragraph: ಮುಂಗಾರು (ಜೂನ್-ಜುಲೈ), ಹಿಂಗಾರು (ಸೆಪ್ಟೆಂಬರ್-ಅಕ್ಟೋಬರ್) ಹಾಗೂ ಬೇಸಿಗೆ (ಡಿಸೆಂಬರ್-ಜನವರಿ) ಹಂಗಾಮುಗಳಲ್ಲಿ ಬಿತ್ತನೆ ಮಾಡಬಹುದು. (305, 1710, 492, 1777)
article-paragraph: ಪ್ರತಿಯೊಂದು ಮಗುವೂ ವಿಶಿಷ್ಟ. ಇತರರೊಂದಿಗೆ ಹೋಲಿಸಿ ಮಾತನಾಡುವುದು ಮಗುವಿನ ಮನಸ್ಸಿಗೆ ಆಳವಾದ ಗಾಯ ಮಾಡುತ್ತದೆ. (1086, 668, 1299, 720)
paragraph-lead: (3) (98, 1947, 122, 1962)
paragraph-lead: 3. (634, 937, 657, 952)
article-paragraph: ಪಟ್ಟಣದ ಪ್ರವಾಸಿ ಮಂದಿರದಲ್ಲಿ ನಡೆದ ಪತ್ರಿಕಾಗೋಷ್ಠಿಯಲ್ಲಿ ಮಾತನಾಡಿದ ಅವರು, ನಗರದ ಗಾಂಧಿ ವೃತ್ತದಿಂದ ಕಾಲೇಜು ವೃತ್ತದವರೆಗೂ ತಾಯಿ ಭುವನೇಶ್ವರಿ ಭಾವಚಿತ್ರದೊಂದಿಗೆ ಮೆರವಣಿಗೆಯ ಮೂಲಕ ಆಗಮಿಸಿ, ಶಾಸಕ ಜಿ.ಕೆ.ವೆಂಕಟಶಿವಾರೆಡ್ಡಿರವರು ಧ್ವಜಾರೋಹಣವನ್ನು ಮಾಡಲಿದ್ದಾರೆ ಎಂದು ಮಾಹಿತಿ ನೀಡಿದರು. (93, 445, 344, 548)
article-paragraph: ಬಿತ್ತನೆಗೆ ಮುನ್ನ ಒಂದು ಆಳವಾದ ಉಳುಮೆ ಹಾಗೂ ಎರಡು ಬಾರಿ ಕುಂಟೆ ಹೊಡೆದು ಭೂಮಿಯನ್ನು ಹದಗೊಳಿಸಬೇಕು. ಕೊನೆಯ ಉಳುಮೆಗೆ ಎಕರೆಗೆ 2 ಟನ್ ಕೊಟ್ಟಿಗೆ ಗೊಬ್ಬರ ಸೇರಿಸಬೇಕು. (305, 1885, 492, 1970)
article-paragraph: ಎಲೆಗಳ ಮೇಲೆ ಕಂದು ಬಣ್ಣದ ಚುಕ್ಕೆಗಳು ಕಾಣಿಸಿಕೊಂಡು ನಂತರ ಎಲೆ ಒಣಗುತ್ತದೆ. ಹೂವಿನ ತಟ್ಟೆ ಕೊಳೆತು ಇಳುವರಿ ಕಡಿಮೆಯಾಗುತ್ತದೆ. (1131, 1719, 1318, 1769)
